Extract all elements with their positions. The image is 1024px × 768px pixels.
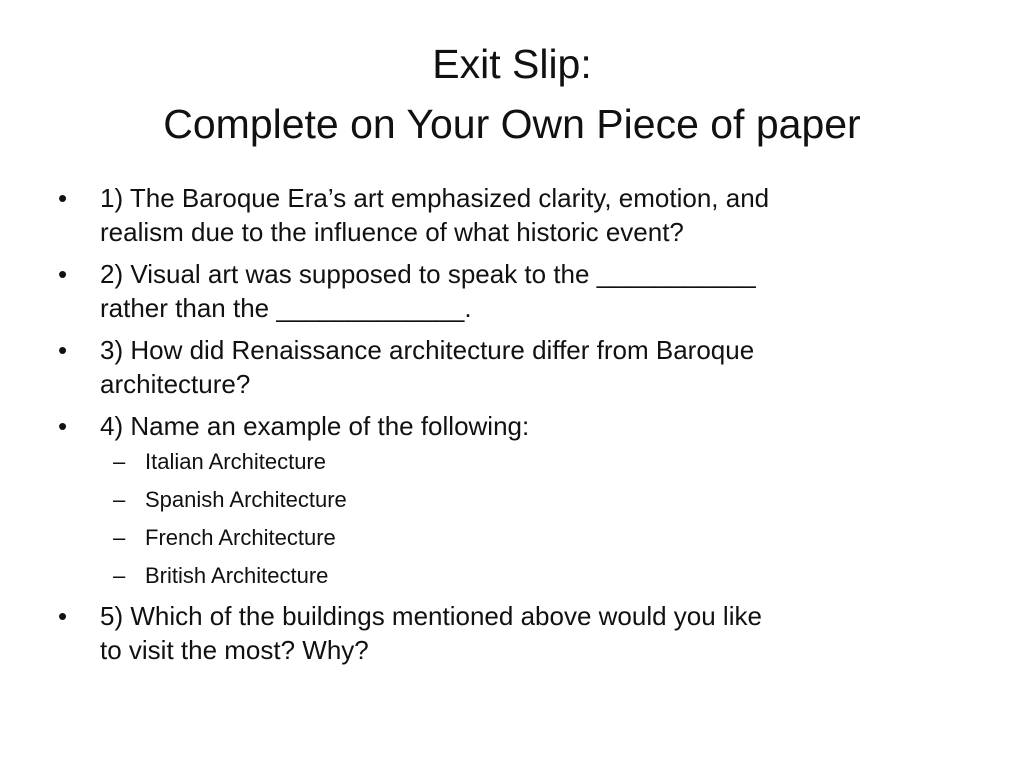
question-5-line-2: to visit the most? Why? [100,635,369,665]
question-list [58,181,958,667]
sub-item-label: British Architecture [145,563,329,588]
question-1-line-1: 1) The Baroque Era’s art emphasized clarity, emotion, and [100,183,770,213]
sub-item-label: Italian Architecture [145,449,326,474]
sub-item-spanish [100,485,958,515]
dash-icon: – [113,449,126,474]
question-item-5 [58,599,958,667]
slide-title [40,34,984,154]
bullet-icon: • [58,601,68,631]
question-item-2 [58,257,958,325]
question-1-line-2: realism due to the influence of what historic event? [100,217,684,247]
dash-icon: – [113,525,126,550]
question-item-3 [58,333,958,401]
slide-body [58,181,958,675]
architecture-list [100,447,958,591]
sub-item-french [100,523,958,553]
bullet-icon: • [58,411,68,441]
question-3-line-2: architecture? [100,369,251,399]
question-item-1 [58,181,958,249]
question-2-line-2: rather than the _____________. [100,293,472,323]
title-line-1: Exit Slip: [432,41,592,87]
sub-item-label: Spanish Architecture [145,487,347,512]
sub-item-label: French Architecture [145,525,336,550]
question-5-line-1: 5) Which of the buildings mentioned above would you like [100,601,762,631]
question-4-line-1: 4) Name an example of the following: [100,411,530,441]
question-3-line-1: 3) How did Renaissance architecture differ from Baroque [100,335,755,365]
bullet-icon: • [58,183,68,213]
question-2-line-1: 2) Visual art was supposed to speak to the ___________ [100,259,756,289]
dash-icon: – [113,487,126,512]
bullet-icon: • [58,335,68,365]
sub-item-italian [100,447,958,477]
question-item-4 [58,409,958,591]
sub-item-british [100,561,958,591]
bullet-icon: • [58,259,68,289]
dash-icon: – [113,563,126,588]
title-line-2: Complete on Your Own Piece of paper [163,101,861,147]
